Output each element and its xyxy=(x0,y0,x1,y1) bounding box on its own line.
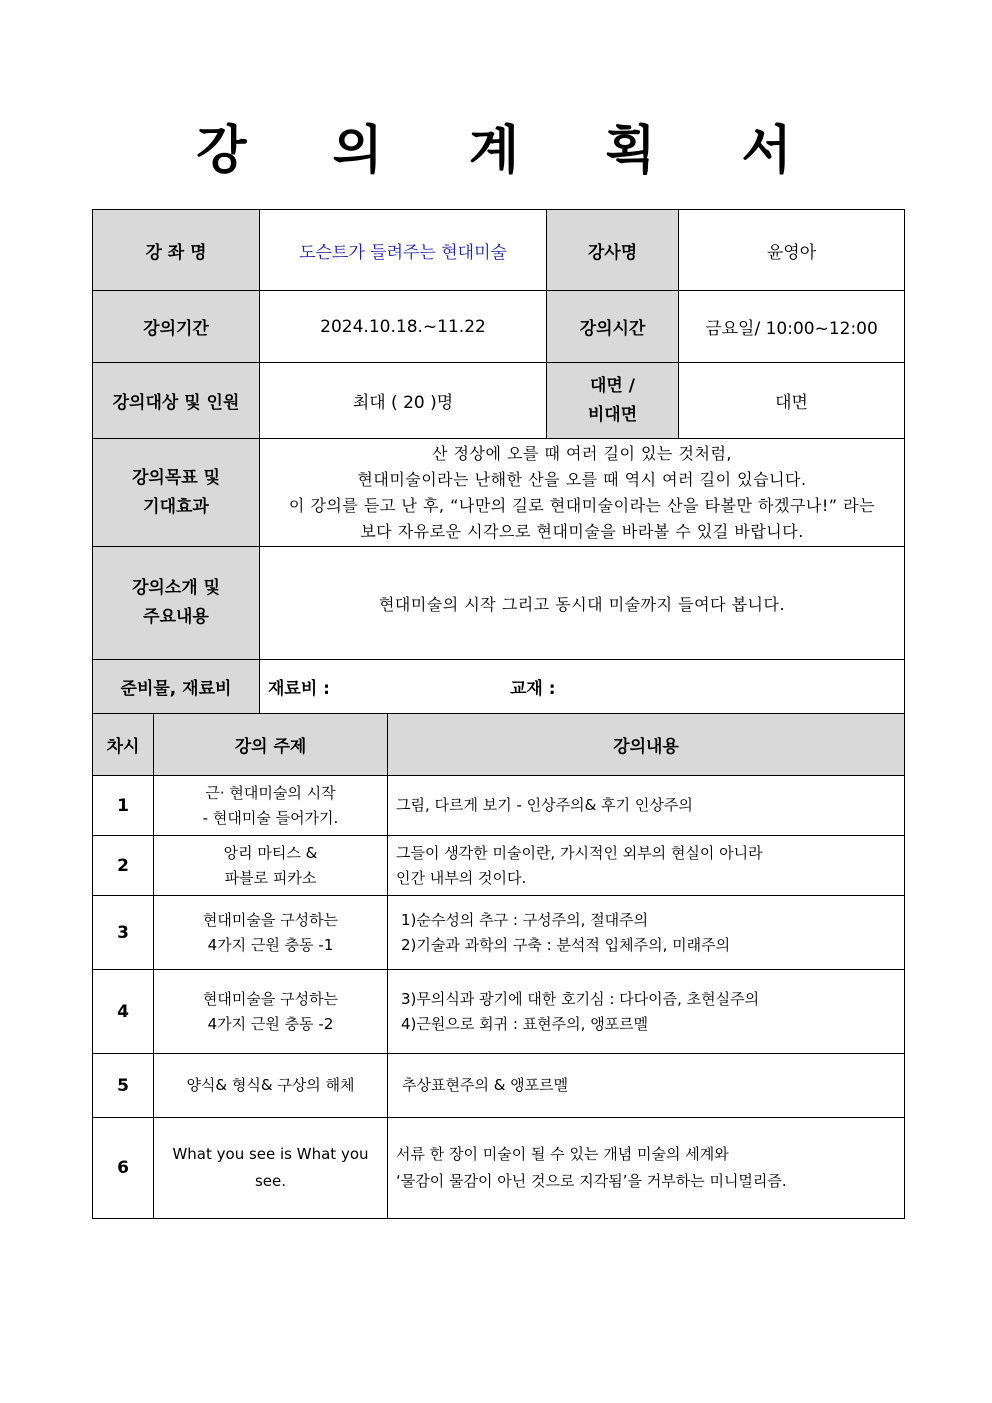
schedule-header-topic: 강의 주제 xyxy=(154,714,388,776)
course-name-label: 강 좌 명 xyxy=(93,210,260,291)
session-content xyxy=(388,896,905,970)
content-line: 3)무의식과 광기에 대한 호기심 : 다다이즘, 초현실주의 xyxy=(401,989,760,1008)
instructor-value: 윤영아 xyxy=(679,210,905,291)
mode-label xyxy=(547,363,679,439)
topic-line: What you see is What you xyxy=(172,1145,369,1163)
session-topic xyxy=(154,1118,388,1219)
schedule-header-content: 강의내용 xyxy=(388,714,905,776)
period-label: 강의기간 xyxy=(93,291,260,363)
topic-line: 현대미술을 구성하는 xyxy=(202,989,339,1008)
session-topic xyxy=(154,970,388,1054)
goal-line: 산 정상에 오를 때 여러 길이 있는 것처럼, xyxy=(432,443,732,463)
schedule-row xyxy=(93,836,905,896)
intro-label-line-1: 강의소개 및 xyxy=(131,578,221,598)
goal-label xyxy=(93,439,260,547)
mode-value: 대면 xyxy=(679,363,905,439)
content-line: 그림, 다르게 보기 - 인상주의& 후기 인상주의 xyxy=(396,796,693,814)
course-info-table xyxy=(92,209,905,714)
session-content xyxy=(388,970,905,1054)
textbook-label: 교재 : xyxy=(510,679,556,699)
schedule-table xyxy=(92,713,905,1219)
topic-line: 4가지 근원 충동 -1 xyxy=(207,935,334,954)
target-value: 최대 ( 20 )명 xyxy=(260,363,547,439)
goal-label-line-2: 기대효과 xyxy=(143,496,209,517)
mode-label-line-2: 비대면 xyxy=(587,404,638,425)
intro-label xyxy=(93,547,260,660)
topic-line: see. xyxy=(254,1172,287,1190)
topic-line: 양식& 형식& 구상의 해체 xyxy=(186,1076,355,1094)
goal-value xyxy=(260,439,905,547)
goal-label-line-1: 강의목표 및 xyxy=(131,467,221,488)
topic-line: - 현대미술 들어가기. xyxy=(202,808,339,827)
session-content xyxy=(388,1054,905,1118)
content-line: 2)기술과 과학의 구축 : 분석적 입체주의, 미래주의 xyxy=(401,935,731,954)
session-topic xyxy=(154,1054,388,1118)
course-name-value: 도슨트가 들려주는 현대미술 xyxy=(260,210,547,291)
content-line: 추상표현주의 & 앵포르멜 xyxy=(402,1076,569,1094)
session-topic xyxy=(154,776,388,836)
content-line: 4)근원으로 회귀 : 표현주의, 앵포르멜 xyxy=(401,1014,649,1033)
schedule-row xyxy=(93,776,905,836)
session-content xyxy=(388,1118,905,1219)
schedule-row xyxy=(93,970,905,1054)
topic-line: 현대미술을 구성하는 xyxy=(202,910,339,929)
time-value: 금요일/ 10:00~12:00 xyxy=(679,291,905,363)
session-number: 1 xyxy=(93,776,154,836)
session-topic xyxy=(154,896,388,970)
content-line: 인간 내부의 것이다. xyxy=(396,868,527,887)
topic-line: 파블로 피카소 xyxy=(224,868,317,887)
schedule-header-no: 차시 xyxy=(93,714,154,776)
session-number: 3 xyxy=(93,896,154,970)
session-number: 6 xyxy=(93,1118,154,1219)
topic-line: 앙리 마티스 & xyxy=(223,843,318,862)
content-line: 1)순수성의 추구 : 구성주의, 절대주의 xyxy=(401,910,649,929)
session-number: 2 xyxy=(93,836,154,896)
time-label: 강의시간 xyxy=(547,291,679,363)
goal-line: 보다 자유로운 시각으로 현대미술을 바라볼 수 있길 바랍니다. xyxy=(360,521,804,541)
content-line: 서류 한 장이 미술이 될 수 있는 개념 미술의 세계와 xyxy=(396,1145,729,1163)
topic-line: 근· 현대미술의 시작 xyxy=(205,783,336,802)
content-line: ‘물감이 물감이 아닌 것으로 지각됨’을 거부하는 미니멀리즘. xyxy=(396,1172,787,1190)
session-content xyxy=(388,776,905,836)
target-label: 강의대상 및 인원 xyxy=(93,363,260,439)
schedule-row xyxy=(93,1054,905,1118)
schedule-row xyxy=(93,896,905,970)
instructor-label: 강사명 xyxy=(547,210,679,291)
goal-line: 이 강의를 듣고 난 후, “나만의 길로 현대미술이라는 산을 타볼만 하겠구나!” 라는 xyxy=(288,495,876,515)
session-number: 4 xyxy=(93,970,154,1054)
schedule-row xyxy=(93,1118,905,1219)
fee-label: 재료비 : xyxy=(268,679,330,699)
goal-line: 현대미술이라는 난해한 산을 오를 때 역시 여러 길이 있습니다. xyxy=(357,469,807,489)
topic-line: 4가지 근원 충동 -2 xyxy=(207,1014,334,1033)
period-value: 2024.10.18.~11.22 xyxy=(260,291,547,363)
page-title: 강 의 계 획 서 xyxy=(196,121,826,181)
content-line: 그들이 생각한 미술이란, 가시적인 외부의 현실이 아니라 xyxy=(396,843,763,862)
session-topic xyxy=(154,836,388,896)
session-content xyxy=(388,836,905,896)
materials-label: 준비물, 재료비 xyxy=(93,660,260,714)
materials-value xyxy=(260,660,905,714)
session-number: 5 xyxy=(93,1054,154,1118)
intro-label-line-2: 주요내용 xyxy=(143,607,209,627)
intro-value: 현대미술의 시작 그리고 동시대 미술까지 들여다 봅니다. xyxy=(260,547,905,660)
mode-label-line-1: 대면 / xyxy=(590,375,635,396)
